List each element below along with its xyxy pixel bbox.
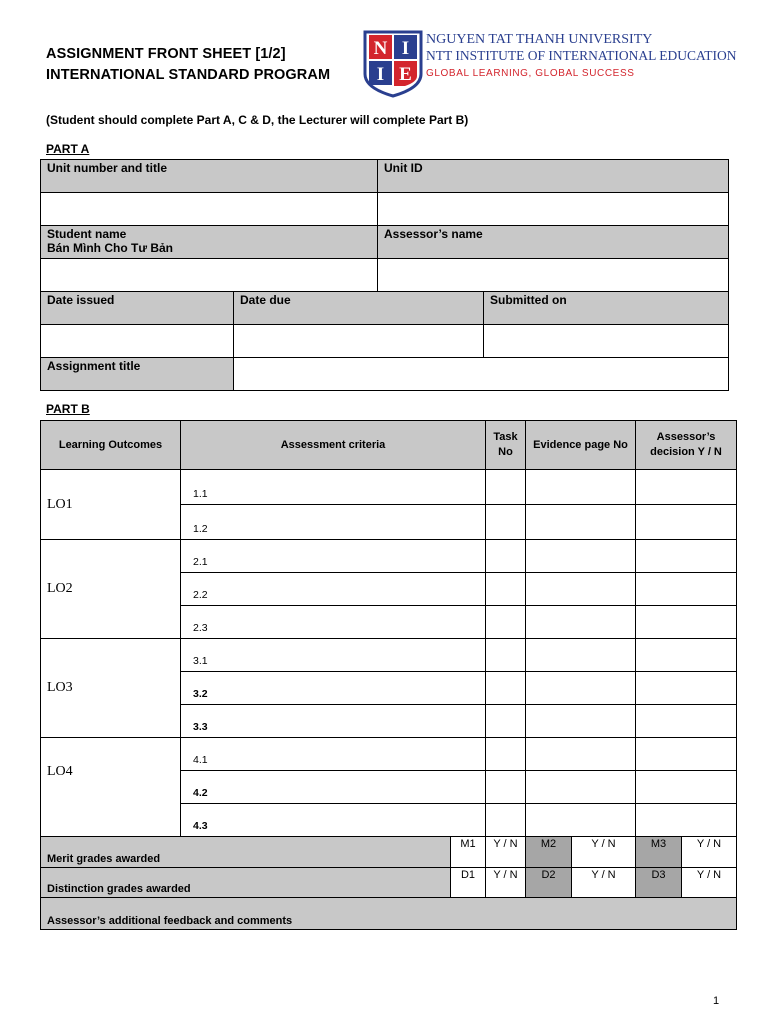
assessor-decision-cell[interactable] — [636, 738, 737, 771]
evidence-page-cell[interactable] — [526, 738, 636, 771]
assignment-title-label: Assignment title — [41, 358, 234, 391]
evidence-page-cell[interactable] — [526, 573, 636, 606]
merit-m3: M3 — [636, 837, 682, 868]
logo-letter: N — [373, 38, 388, 59]
criterion-4-1: 4.1 — [181, 738, 486, 771]
assessor-decision-cell[interactable] — [636, 639, 737, 672]
learning-outcomes-header: Learning Outcomes — [41, 421, 181, 470]
assessor-decision-cell[interactable] — [636, 540, 737, 573]
criterion-1-2: 1.2 — [181, 505, 486, 540]
task-no-cell[interactable] — [486, 505, 526, 540]
logo-letter: I — [376, 64, 385, 85]
criterion-3-1: 3.1 — [181, 639, 486, 672]
task-no-cell[interactable] — [486, 470, 526, 505]
assessor-decision-cell[interactable] — [636, 771, 737, 804]
evidence-page-cell[interactable] — [526, 672, 636, 705]
distinction-d1: D1 — [451, 868, 486, 898]
assessor-name-field[interactable] — [378, 259, 729, 292]
merit-m2: M2 — [526, 837, 572, 868]
task-no-cell[interactable] — [486, 672, 526, 705]
criterion-2-1: 2.1 — [181, 540, 486, 573]
task-no-cell[interactable] — [486, 639, 526, 672]
assessor-decision-cell[interactable] — [636, 705, 737, 738]
task-no-cell[interactable] — [486, 705, 526, 738]
task-no-cell[interactable] — [486, 771, 526, 804]
task-no-cell[interactable] — [486, 573, 526, 606]
assessment-criteria-header: Assessment criteria — [181, 421, 486, 470]
assessor-decision-header: Assessor’s decision Y / N — [636, 421, 737, 470]
submitted-on-label: Submitted on — [484, 292, 729, 325]
assessor-name-label: Assessor’s name — [378, 226, 729, 259]
lo2-label: LO2 — [41, 540, 181, 639]
criterion-3-3: 3.3 — [181, 705, 486, 738]
assessor-decision-cell[interactable] — [636, 804, 737, 837]
task-no-cell[interactable] — [486, 804, 526, 837]
assessor-decision-cell[interactable] — [636, 470, 737, 505]
evidence-page-cell[interactable] — [526, 705, 636, 738]
title-line-1: ASSIGNMENT FRONT SHEET [1/2] — [46, 46, 286, 62]
distinction-grades-label: Distinction grades awarded — [41, 868, 451, 898]
assessor-decision-cell[interactable] — [636, 606, 737, 639]
merit-m1-decision[interactable]: Y / N — [486, 837, 526, 868]
unit-number-title-field[interactable] — [41, 193, 378, 226]
task-no-cell[interactable] — [486, 540, 526, 573]
merit-grades-label: Merit grades awarded — [41, 837, 451, 868]
niie-shield-icon — [362, 30, 424, 98]
distinction-d3-decision[interactable]: Y / N — [682, 868, 737, 898]
merit-m2-decision[interactable]: Y / N — [572, 837, 636, 868]
task-no-cell[interactable] — [486, 606, 526, 639]
student-name-field[interactable] — [41, 259, 378, 292]
assignment-title-field[interactable] — [234, 358, 729, 391]
part-b-table — [40, 420, 737, 930]
logo-letter: E — [399, 64, 412, 85]
evidence-page-cell[interactable] — [526, 505, 636, 540]
student-name-cell — [41, 226, 378, 259]
criterion-4-3: 4.3 — [181, 804, 486, 837]
part-a-label: PART A — [46, 142, 90, 156]
logo-institute-name: NTT INSTITUTE OF INTERNATIONAL EDUCATION — [426, 48, 737, 63]
criterion-1-1: 1.1 — [181, 470, 486, 505]
assessor-decision-cell[interactable] — [636, 573, 737, 606]
university-logo — [362, 30, 737, 98]
evidence-page-cell[interactable] — [526, 540, 636, 573]
lo4-label: LO4 — [41, 738, 181, 837]
evidence-page-header: Evidence page No — [526, 421, 636, 470]
lo1-label: LO1 — [41, 470, 181, 540]
merit-m3-decision[interactable]: Y / N — [682, 837, 737, 868]
task-no-header: Task No — [486, 421, 526, 470]
distinction-d2-decision[interactable]: Y / N — [572, 868, 636, 898]
part-a-table — [40, 159, 729, 391]
assessor-decision-cell[interactable] — [636, 505, 737, 540]
criterion-3-2: 3.2 — [181, 672, 486, 705]
unit-id-field[interactable] — [378, 193, 729, 226]
evidence-page-cell[interactable] — [526, 470, 636, 505]
date-issued-label: Date issued — [41, 292, 234, 325]
unit-id-label: Unit ID — [378, 160, 729, 193]
assessor-decision-cell[interactable] — [636, 672, 737, 705]
distinction-d1-decision[interactable]: Y / N — [486, 868, 526, 898]
part-b-label: PART B — [46, 402, 90, 416]
unit-number-title-label: Unit number and title — [41, 160, 378, 193]
student-name-label: Student name — [47, 227, 127, 241]
evidence-page-cell[interactable] — [526, 639, 636, 672]
page-number: 1 — [713, 995, 720, 1007]
student-name-value: Bán Mình Cho Tư Bản — [47, 241, 174, 255]
evidence-page-cell[interactable] — [526, 771, 636, 804]
criterion-2-2: 2.2 — [181, 573, 486, 606]
lo3-label: LO3 — [41, 639, 181, 738]
task-no-cell[interactable] — [486, 738, 526, 771]
instruction-text: (Student should complete Part A, C & D, the Lecturer will complete Part B) — [46, 113, 469, 127]
merit-m1: M1 — [451, 837, 486, 868]
title-line-2: INTERNATIONAL STANDARD PROGRAM — [46, 67, 331, 83]
submitted-on-field[interactable] — [484, 325, 729, 358]
distinction-d3: D3 — [636, 868, 682, 898]
logo-letter: I — [401, 38, 410, 59]
date-due-field[interactable] — [234, 325, 484, 358]
logo-university-name: NGUYEN TAT THANH UNIVERSITY — [426, 32, 653, 47]
evidence-page-cell[interactable] — [526, 606, 636, 639]
criterion-2-3: 2.3 — [181, 606, 486, 639]
criterion-4-2: 4.2 — [181, 771, 486, 804]
logo-tagline: GLOBAL LEARNING, GLOBAL SUCCESS — [426, 68, 635, 79]
date-due-label: Date due — [234, 292, 484, 325]
date-issued-field[interactable] — [41, 325, 234, 358]
assessor-feedback-label: Assessor’s additional feedback and comments — [41, 898, 737, 930]
evidence-page-cell[interactable] — [526, 804, 636, 837]
distinction-d2: D2 — [526, 868, 572, 898]
